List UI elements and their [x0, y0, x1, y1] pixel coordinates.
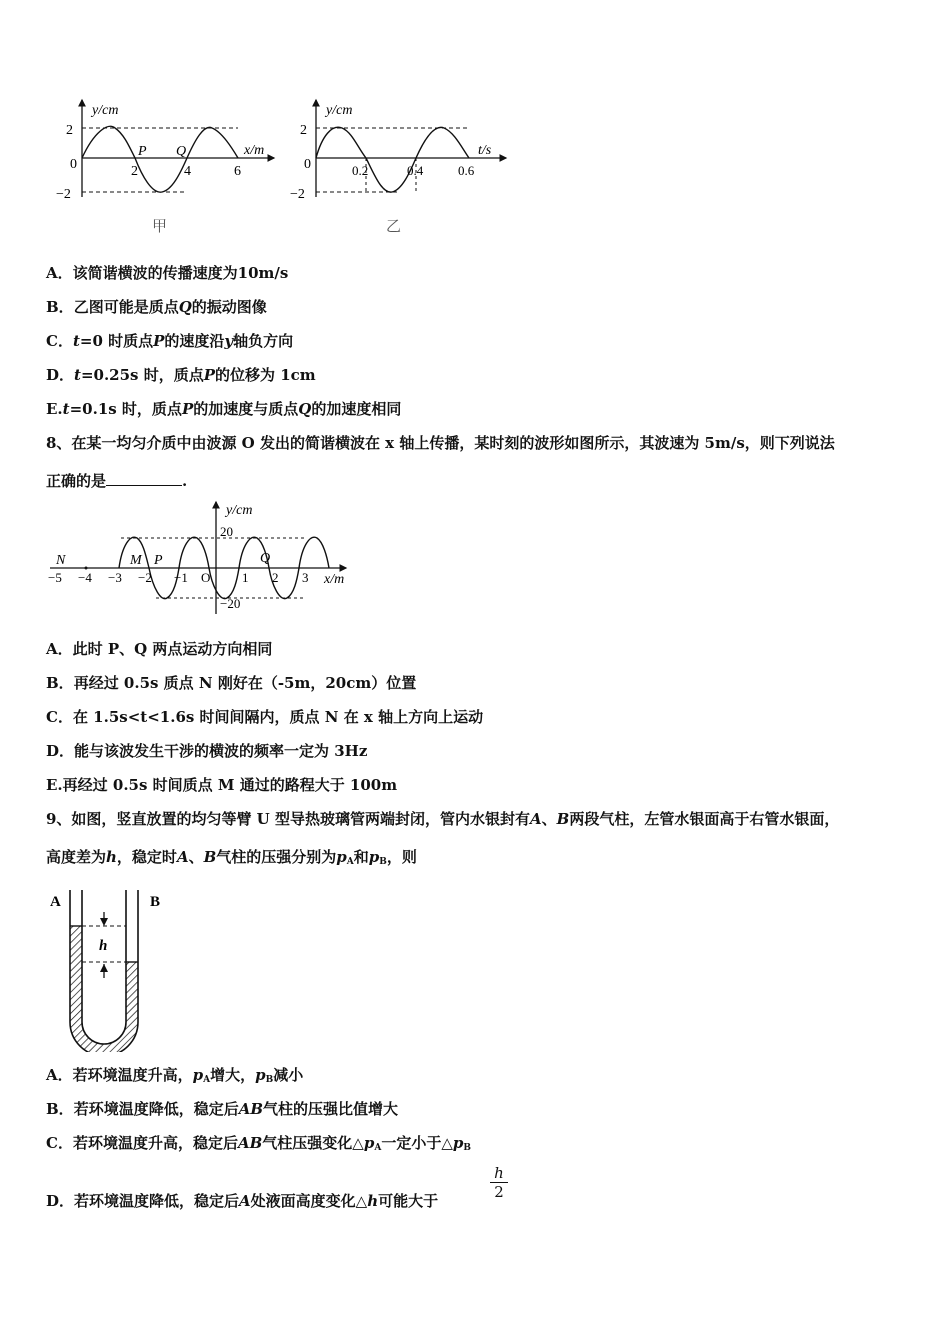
jia-xlabel: x/m: [244, 143, 265, 158]
q9-option-a: A．若环境温度升高，$p_A$增大，$p_B$减小: [46, 1066, 304, 1085]
q8-xtick: O: [201, 570, 211, 585]
jia-ytick: −2: [56, 187, 71, 202]
jia-ytick: 2: [66, 123, 73, 138]
q8-ytick-top: 20: [220, 524, 233, 539]
q7-option-d: D．t=0.25s 时，质点P的位移为 1cm: [46, 366, 316, 384]
q8-xtick: −4: [78, 570, 92, 585]
q8-xtick: −2: [138, 570, 152, 585]
q9-stem-cont: 高度差为h，稳定时A、B气柱的压强分别为$p_A$和$p_B$，则: [46, 848, 417, 867]
yi-xtick: 0.2: [352, 163, 369, 178]
yi-ytick: −2: [290, 187, 305, 202]
q8-option-b: B．再经过 0.5s 质点 N 刚好在（-5m，20cm）位置: [46, 674, 417, 692]
q8-xtick: 3: [302, 570, 309, 585]
q8-point-m: M: [130, 553, 142, 568]
q8-option-c: C．在 1.5s<t<1.6s 时间间隔内，质点 N 在 x 轴上方向上运动: [46, 708, 484, 726]
yi-xtick: 0.4: [407, 163, 424, 178]
q8-stem: 8、在某一均匀介质中由波源 O 发出的简谐横波在 x 轴上传播，某时刻的波形如图所示，其波速为 5m/s，则下列说法: [46, 434, 835, 452]
q8-xtick: −5: [48, 570, 62, 585]
jia-point-q: Q: [176, 144, 187, 159]
q7-option-b: B．乙图可能是质点Q的振动图像: [46, 298, 267, 316]
q8-ylabel: y/cm: [226, 503, 253, 518]
q8-point-q: Q: [260, 551, 271, 566]
q8-option-e: E.再经过 0.5s 时间质点 M 通过的路程大于 100m: [46, 776, 398, 794]
q8-xtick: 1: [242, 570, 249, 585]
yi-ytick: 2: [300, 123, 307, 138]
yi-caption: 乙: [386, 219, 402, 235]
q8-wave-figure: [46, 496, 366, 620]
q7-option-a: A．该简谐横波的传播速度为10m/s: [46, 264, 289, 282]
q9-option-d: D．若环境温度降低，稳定后A处液面高度变化△h可能大于: [46, 1192, 439, 1210]
yi-xlabel: t/s: [478, 143, 492, 158]
yi-ylabel: y/cm: [326, 103, 353, 118]
q9-stem: 9、如图，竖直放置的均匀等臂 U 型导热玻璃管两端封闭，管内水银封有A、B两段气柱，左管水银面高于右管水银面，: [46, 810, 840, 828]
fraction-h-over-2: h 2: [490, 1164, 508, 1201]
q8-ytick-bottom: −20: [220, 596, 241, 611]
jia-xtick: 2: [131, 164, 138, 179]
q9-option-b: B．若环境温度降低，稳定后AB气柱的压强比值增大: [46, 1100, 399, 1118]
jia-xtick: 4: [184, 164, 191, 179]
jia-xtick: 6: [234, 164, 241, 179]
tube-label-b: B: [150, 894, 161, 910]
yi-ytick: 0: [304, 157, 311, 172]
q8-xtick: 2: [272, 570, 279, 585]
q8-option-a: A．此时 P、Q 两点运动方向相同: [46, 640, 273, 658]
jia-caption: 甲: [152, 219, 168, 235]
tube-label-a: A: [50, 894, 61, 910]
tube-label-h: h: [99, 938, 108, 954]
q8-option-d: D．能与该波发生干涉的横波的频率一定为 3Hz: [46, 742, 368, 760]
wave-figure-yi: [286, 96, 516, 241]
q7-option-c: C．t=0 时质点P的速度沿y轴负方向: [46, 332, 294, 350]
yi-xtick: 0.6: [458, 163, 475, 178]
jia-ytick: 0: [70, 157, 77, 172]
q8-xtick: −3: [108, 570, 122, 585]
q8-xtick: −1: [174, 570, 188, 585]
jia-point-p: P: [138, 144, 147, 159]
jia-ylabel: y/cm: [92, 103, 119, 118]
q9-option-c: C．若环境温度升高，稳定后AB气柱压强变化$\triangle p_A$一定小于$\triangle p_B$: [46, 1134, 471, 1153]
q7-option-e: E.t=0.1s 时，质点P的加速度与质点Q的加速度相同: [46, 400, 402, 418]
u-tube-figure: [46, 882, 186, 1052]
q8-point-p: P: [154, 553, 163, 568]
wave-figure-jia: [52, 96, 282, 241]
q8-point-n: N: [56, 553, 66, 568]
q8-xlabel: x/m: [324, 572, 345, 587]
answer-blank: [106, 473, 182, 486]
q8-stem-cont: 正确的是 .: [46, 472, 188, 490]
